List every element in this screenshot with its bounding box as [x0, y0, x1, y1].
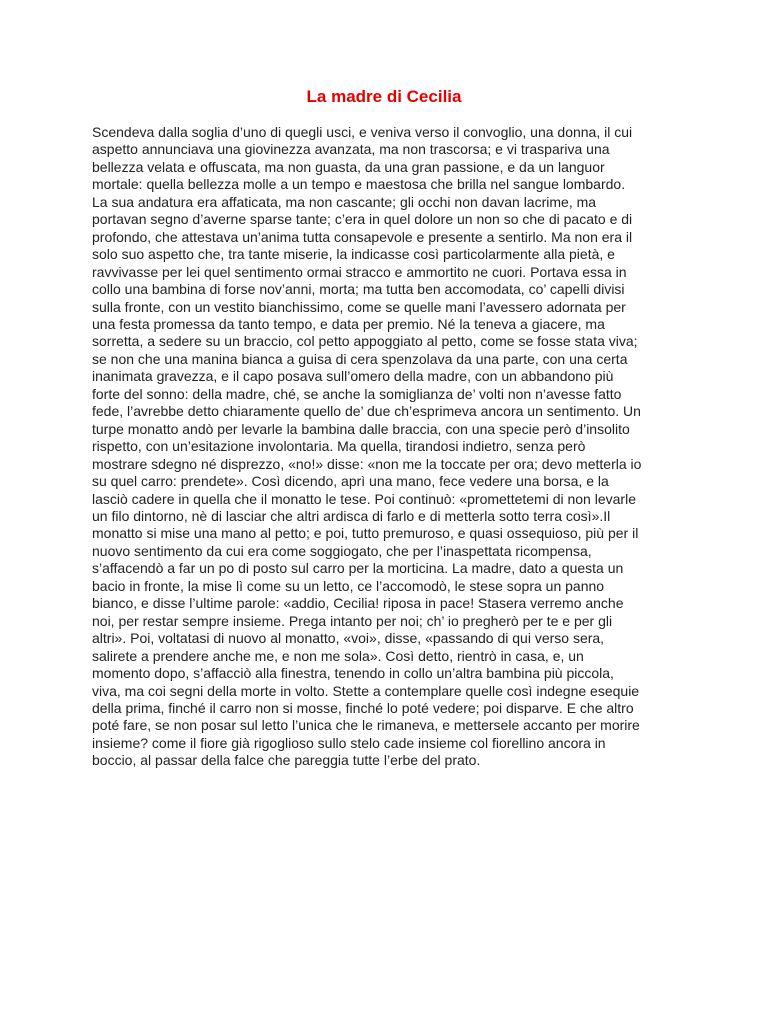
- text-line: momento dopo, s’affacciò alla finestra, tenendo in collo un’altra bambina più piccola,: [92, 665, 614, 682]
- text-line: lasciò cadere in quella che il monatto le tese. Poi continuò: «promettetemi di non levarle: [92, 490, 636, 507]
- text-line: bellezza velata e offuscata, ma non guasta, da una gran passione, e da un languor: [92, 158, 605, 175]
- text-line: mortale: quella bellezza molle a un tempo e maestosa che brilla nel sangue lombardo.: [92, 176, 626, 193]
- document-body: [92, 124, 692, 770]
- text-line: collo una bambina di forse nov’anni, morta; ma tutta ben accomodata, co’ capelli divisi: [92, 281, 625, 298]
- document-title: La madre di Cecilia: [306, 87, 462, 106]
- text-line: portavan segno d’averne sparse tante; c’era in quel dolore un non so che di pacato e di: [92, 211, 633, 228]
- text-line: ravvivasse per lei quel sentimento ormai stracco e ammortito ne cuori. Portava essa in: [92, 263, 627, 280]
- text-line: profondo, che attestava un’anima tutta consapevole e presente a sentirlo. Ma non era il: [92, 228, 633, 245]
- text-line: viva, ma coi segni della morte in volto. Stette a contemplare quelle così indegne esequie: [92, 682, 640, 699]
- text-line: aspetto annunciava una giovinezza avanzata, ma non trascorsa; e vi traspariva una: [92, 141, 610, 158]
- text-line: una festa promessa da tanto tempo, e data per premio. Né la teneva a giacere, ma: [92, 315, 605, 332]
- text-line: poté fare, se non posar sul letto l’unica che le rimaneva, e mettersele accanto per morire: [92, 717, 640, 734]
- text-line: fede, l’avrebbe detto chiaramente quello de’ due ch’esprimeva ancora un sentimento. Un: [92, 403, 641, 420]
- text-line: inanimata gravezza, e il capo posava sull’omero della madre, con un abbandono più: [92, 368, 614, 385]
- text-line: bianco, e disse l’ultime parole: «addio, Cecilia! riposa in pace! Stasera verremo anche: [92, 595, 624, 612]
- text-line: turpe monatto andò per levarle la bambina dalle braccia, con una specie però d’insolito: [92, 420, 630, 437]
- text-line: rispetto, con un’esitazione involontaria. Ma quella, tirandosi indietro, senza però: [92, 438, 586, 455]
- text-line: nuovo sentimento da cui era come soggiogato, che per l’inaspettata ricompensa,: [92, 542, 592, 559]
- text-line: insieme? come il fiore già rigoglioso sullo stelo cade insieme col fiorellino ancora in: [92, 734, 606, 751]
- text-line: monatto si mise una mano al petto; e poi, tutto premuroso, e quasi ossequioso, più per il: [92, 525, 639, 542]
- text-line: noi, per restar sempre insieme. Prega intanto per noi; ch’ io pregherò per te e per gli: [92, 612, 613, 629]
- text-line: su quel carro: prendete». Così dicendo, aprì una mano, fece vedere una borsa, e la: [92, 473, 609, 490]
- text-line: forte del sonno: della madre, ché, se anche la somiglianza de’ volti non n’avesse fatto: [92, 385, 622, 402]
- text-line: della prima, finché il carro non si mosse, finché lo poté vedere; poi disparve. E che altro: [92, 699, 634, 716]
- text-line: s’affacendò a far un po di posto sul carro per la morticina. La madre, dato a questa un: [92, 560, 624, 577]
- text-line: sulla fronte, con un vestito bianchissimo, come se quelle mani l’avessero adornata per: [92, 298, 626, 315]
- text-line: bacio in fronte, la mise lì come su un letto, ce l’accomodò, le stese sopra un panno: [92, 577, 605, 594]
- text-line: altri». Poi, voltatasi di nuovo al monatto, «voi», disse, «passando di qui verso sera,: [92, 630, 605, 647]
- text-line: Scendeva dalla soglia d’uno di quegli usci, e veniva verso il convoglio, una donna, il cui: [92, 124, 633, 140]
- text-line: un filo dintorno, nè di lasciar che altri ardisca di farlo e di metterla sotto terra così».Il: [92, 507, 611, 524]
- text-line: solo suo aspetto che, tra tante miserie, la indicasse così particolarmente alla pietà, e: [92, 246, 615, 263]
- text-line: mostrare sdegno né disprezzo, «no!» disse: «non me la toccate per ora; devo metterla io: [92, 455, 642, 472]
- text-line: sorretta, a sedere su un braccio, col petto appoggiato al petto, come se fosse stata viva;: [92, 333, 638, 350]
- text-line: salirete a prendere anche me, e non me sola». Così detto, rientrò in casa, e, un: [92, 647, 584, 664]
- text-line: se non che una manina bianca a guisa di cera spenzolava da una parte, con una certa: [92, 350, 628, 367]
- text-line: La sua andatura era affaticata, ma non cascante; gli occhi non davan lacrime, ma: [92, 193, 597, 210]
- text-line: boccio, al passar della falce che pareggia tutte l’erbe del prato.: [92, 752, 481, 769]
